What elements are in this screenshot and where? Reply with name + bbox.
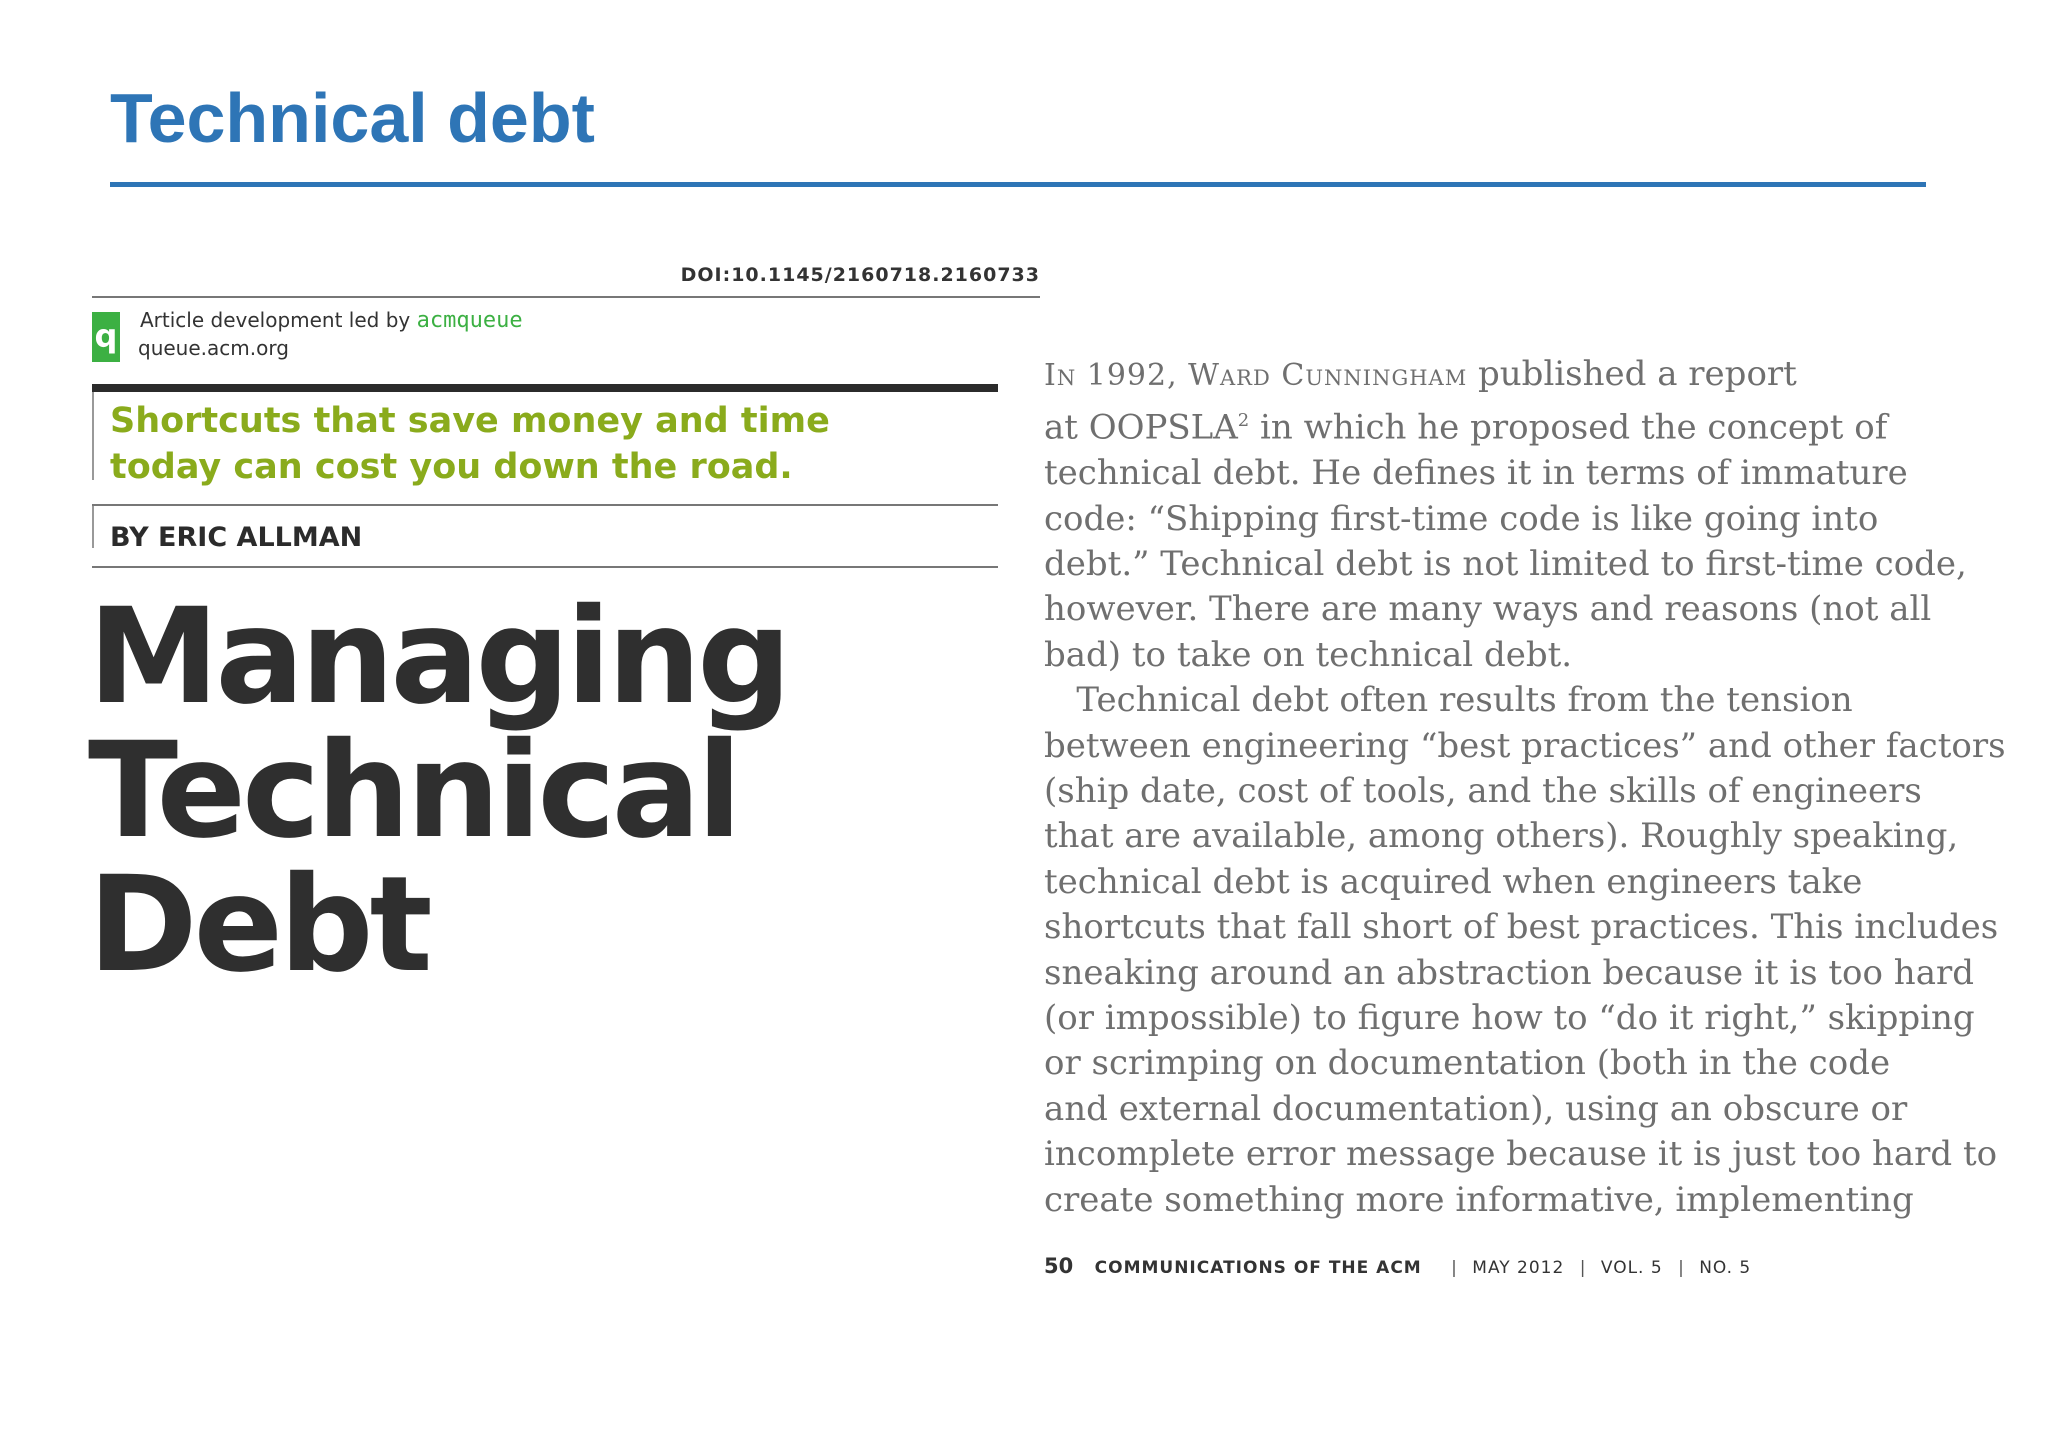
headline-line-3: Debt (88, 848, 429, 1002)
page-footer (1044, 1254, 1751, 1278)
issue-number: NO. 5 (1699, 1258, 1752, 1278)
body-line2-b: in which he proposed the concept of (1249, 407, 1888, 448)
deck-line-1: Shortcuts that save money and time (110, 401, 830, 441)
byline-left-rule (92, 506, 94, 548)
footer-separator: | (1579, 1258, 1586, 1278)
body-line: and external documentation), using an obscure or (1044, 1088, 1908, 1129)
body-line: Technical debt often results from the tension (1044, 680, 1853, 721)
headline-line-2: Technical (88, 714, 739, 868)
issue-date: MAY 2012 (1472, 1258, 1565, 1278)
body-line: code: “Shipping first-time code is like going into (1044, 498, 1879, 539)
body-line: between engineering “best practices” and other factors (1044, 725, 2006, 766)
headline-line-1: Managing (88, 580, 788, 734)
author-byline: BY ERIC ALLMAN (110, 522, 363, 553)
body-line (1044, 398, 2004, 451)
doi-label: DOI:10.1145/2160718.2160733 (680, 264, 1040, 286)
journal-name: COMMUNICATIONS OF THE ACM (1094, 1258, 1422, 1278)
article-deck (110, 398, 990, 490)
byline-top-rule (92, 504, 998, 506)
body-line: technical debt is acquired when engineers take (1044, 861, 1863, 902)
body-line (1044, 352, 2004, 398)
body-line: (ship date, cost of tools, and the skills of engineers (1044, 770, 1922, 811)
body-line: (or impossible) to figure how to “do it right,” skipping (1044, 998, 1975, 1039)
body-line: that are available, among others). Roughly speaking, (1044, 816, 1959, 857)
body-line: incomplete error message because it is just too hard to (1044, 1134, 1998, 1175)
body-line: sneaking around an abstraction because it is too hard (1044, 952, 1974, 993)
deck-line-2: today can cost you down the road. (110, 447, 793, 487)
body-first-line-rest: published a report (1467, 354, 1797, 394)
article-body (1044, 352, 2004, 1223)
body-line: however. There are many ways and reasons (not all (1044, 589, 1932, 630)
deck-top-rule (92, 384, 998, 392)
doi-divider (92, 296, 1040, 298)
deck-left-rule (92, 392, 94, 480)
body-line: or scrimping on documentation (both in the code (1044, 1043, 1891, 1084)
body-line: bad) to take on technical debt. (1044, 634, 1573, 675)
queue-url: queue.acm.org (138, 336, 289, 360)
article-development-line (140, 308, 523, 333)
byline-bottom-rule (92, 566, 998, 568)
page-number: 50 (1044, 1254, 1074, 1278)
footer-separator: | (1678, 1258, 1684, 1278)
body-line2-a: at OOPSLA (1044, 407, 1238, 448)
body-lead: In 1992, Ward Cunningham (1044, 358, 1468, 393)
body-line: shortcuts that fall short of best practices. This includes (1044, 907, 1999, 948)
body-line: create something more informative, implementing (1044, 1179, 1914, 1220)
body-line: technical debt. He defines it in terms of immature (1044, 453, 1908, 494)
acmqueue-logo: acmqueue (416, 308, 523, 333)
queue-logo-icon: q (92, 312, 120, 362)
footnote-ref: 2 (1237, 410, 1250, 432)
footer-separator: | (1451, 1258, 1457, 1278)
body-line: debt.” Technical debt is not limited to first-time code, (1044, 543, 1967, 584)
slide-title: Technical debt (110, 79, 595, 157)
article-headline (88, 580, 788, 1002)
dev-prefix: Article development led by (140, 308, 411, 332)
issue-volume: VOL. 5 (1600, 1258, 1663, 1278)
